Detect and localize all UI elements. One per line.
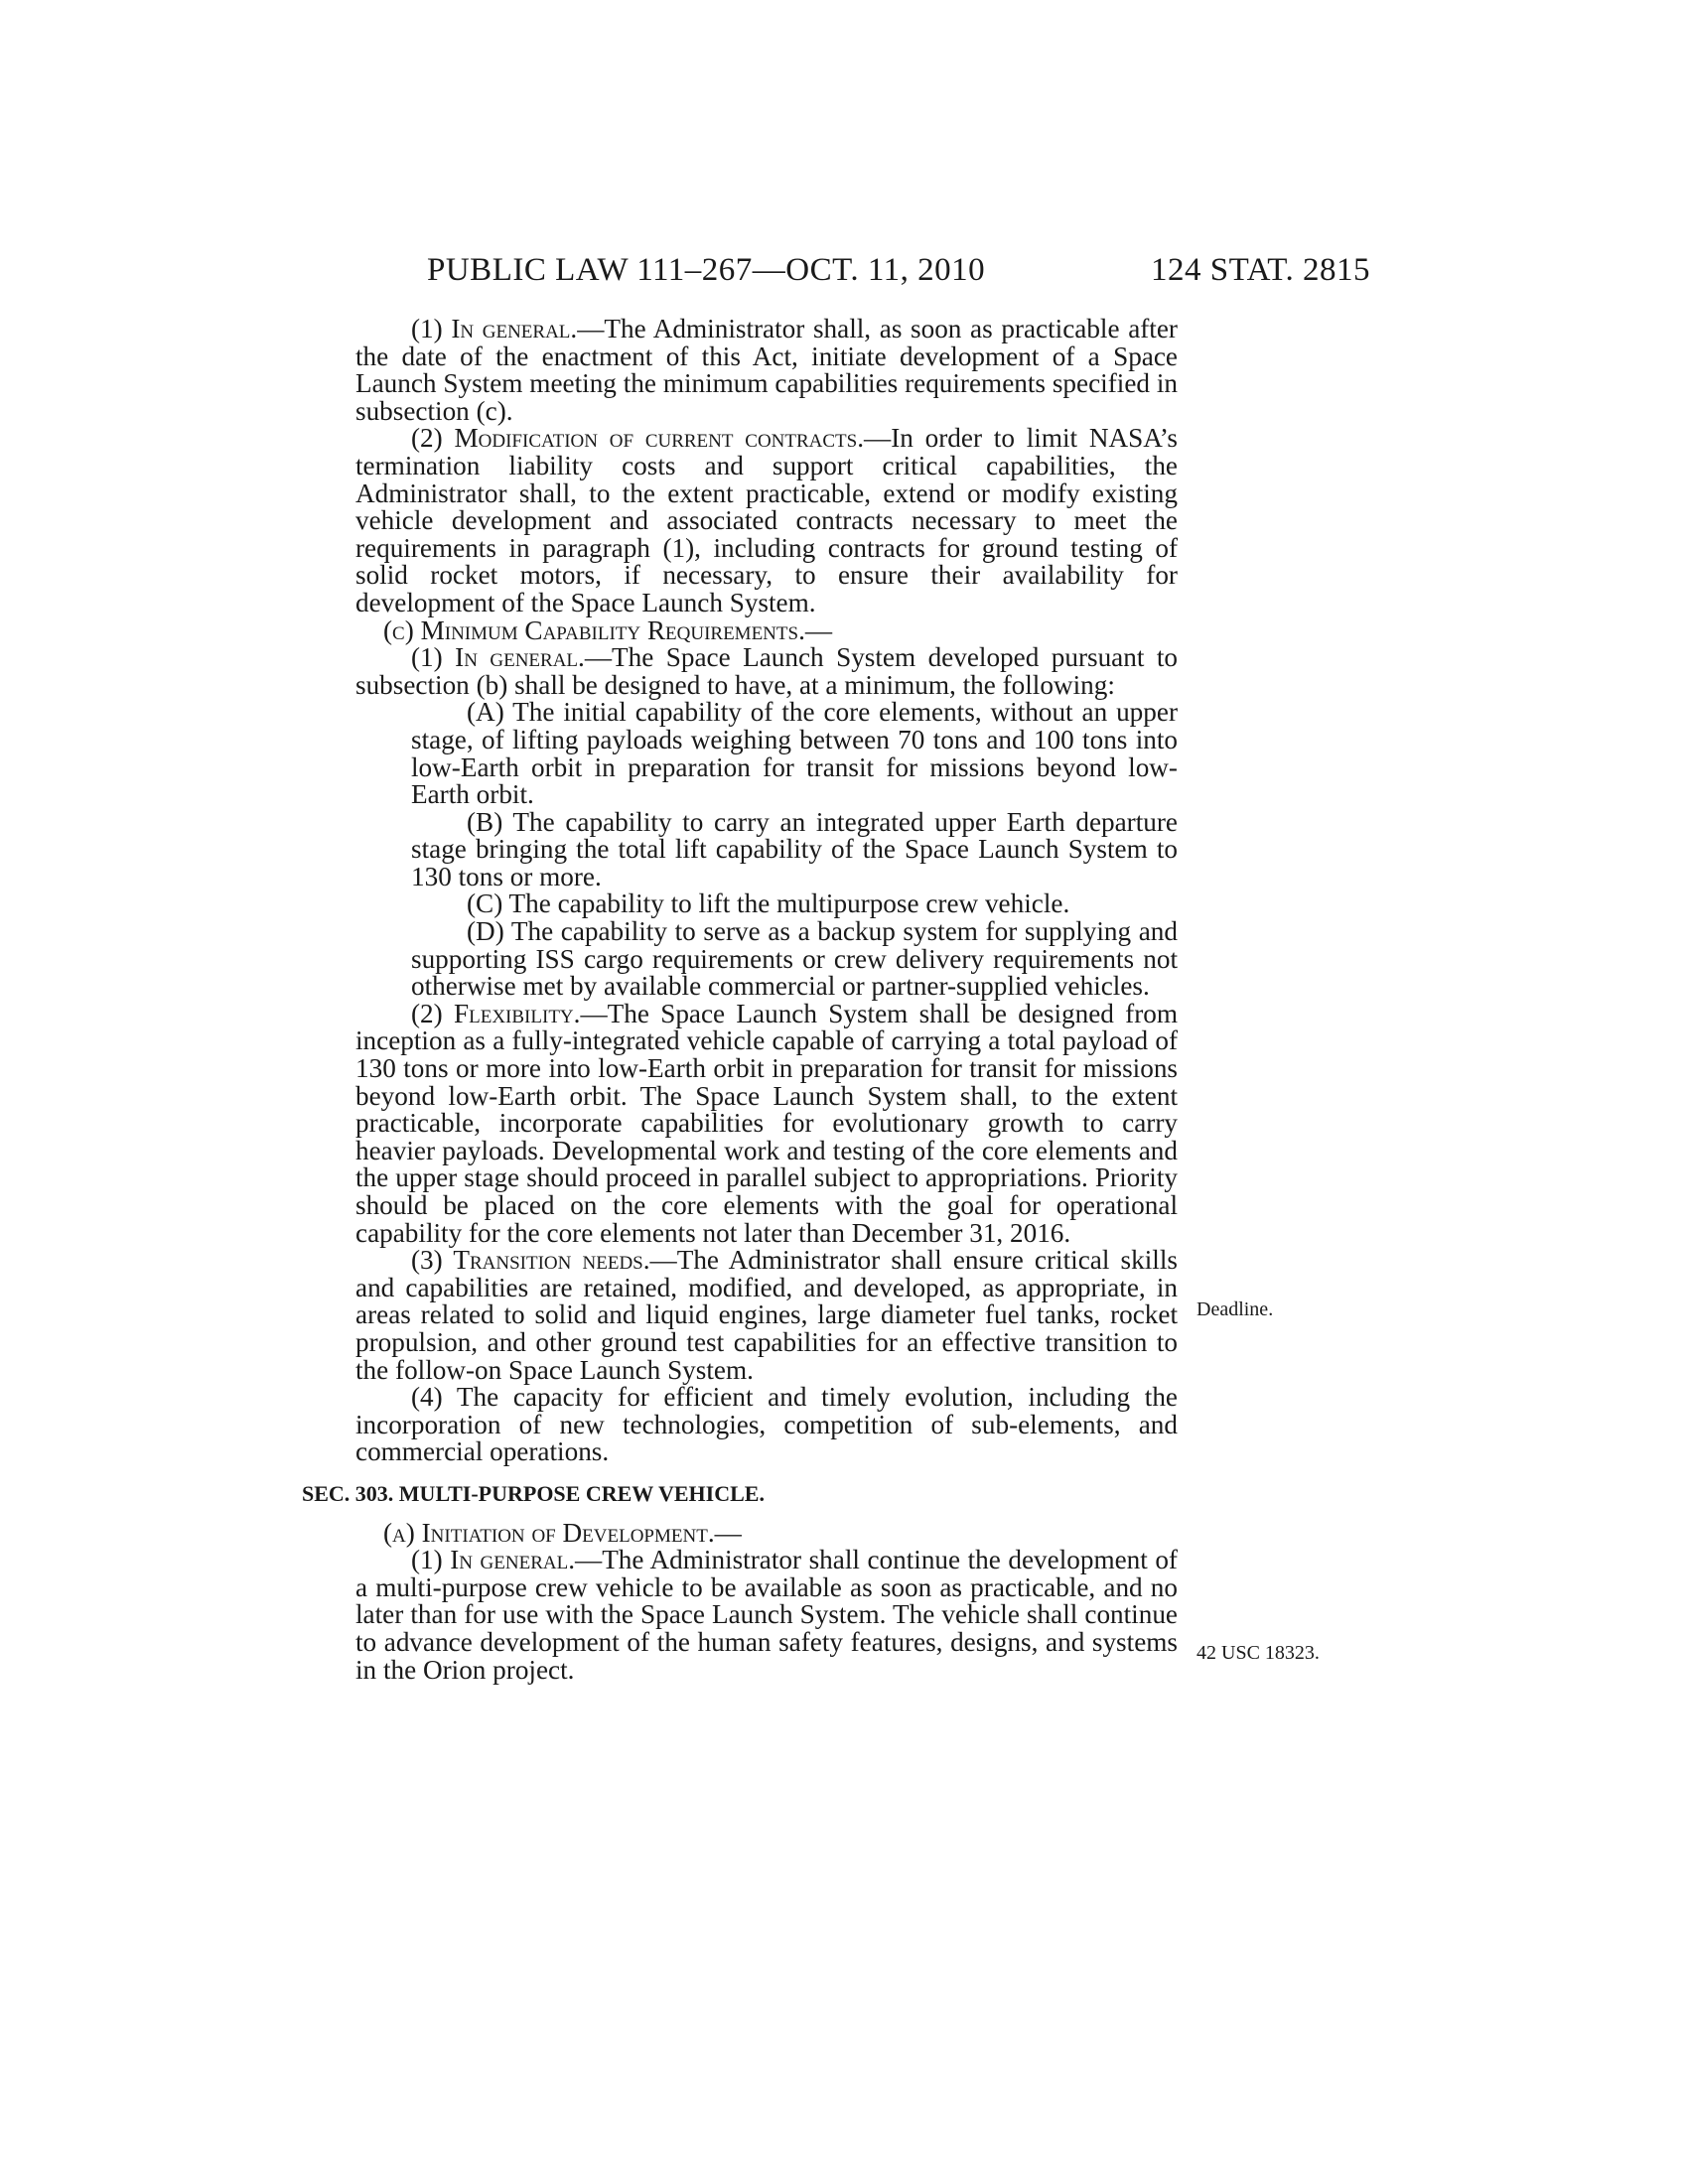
subsection-c-heading [355,614,1178,645]
subsection-a-heading [355,1517,1178,1548]
paragraph-a1 [355,1547,1178,1684]
paragraph-heading: (2) Flexibility. [411,998,581,1028]
subparagraph-c1-d: (D) The capability to serve as a backup system for supplying and supporting ISS cargo requirements or crew delivery requirements not otherwise met by available commercial or partner-supplied vehicles. [411,916,1178,1002]
paragraph-c3 [355,1247,1178,1384]
paragraph-c4: (4) The capacity for efficient and timely evolution, including the incorporation of new technologies, competition of sub-elements, and commercial operations. [355,1382,1178,1467]
subsection-heading: (c) Minimum Capability Requirements.— [383,614,833,645]
paragraph-text: —The Space Launch System developed pursuant to subsection (b) shall be designed to have, at a minimum, the following: [355,642,1178,700]
section-303-title: SEC. 303. MULTI-PURPOSE CREW VEHICLE. [302,1480,765,1506]
statute-page-number: 124 STAT. 2815 [1150,252,1370,288]
subparagraph-c1-c: (C) The capability to lift the multipurpose crew vehicle. [467,888,1070,919]
paragraph-heading: (3) Transition needs. [411,1245,650,1276]
margin-note-deadline: Deadline. [1196,1298,1274,1320]
paragraph-c1 [355,644,1178,699]
margin-note-usc: 42 USC 18323. [1196,1642,1320,1664]
paragraph-heading: (1) In general. [411,642,585,673]
public-law-citation: PUBLIC LAW 111–267—OCT. 11, 2010 [427,252,986,288]
subparagraph-c1-a: (A) The initial capability of the core elements, without an upper stage, of lifting payloads weighing between 70 tons and 100 tons into low-Earth orbit in preparation for transit for missions beyond low-Earth orbit. [411,697,1178,810]
paragraph-text: —The Administrator shall ensure critical skills and capabilities are retained, modified, and developed, as appropriate, in areas related to solid and liquid engines, large diameter fuel tanks, rocket propulsion, and other ground test capabilities for an effective transition to the follow-on Space Launch System. [355,1245,1178,1385]
paragraph-c2 [355,998,1179,1248]
paragraph-b2 [355,425,1178,616]
paragraph-text: —The Administrator shall continue the development of a multi-purpose crew vehicle to be available as soon as practicable, and no later than for use with the Space Launch System. The vehicle shall continue to advance development of the human safety features, designs, and systems in the Orion project. [355,1545,1178,1685]
paragraph-b1 [355,316,1178,425]
paragraph-heading: (1) In general. [411,314,578,343]
paragraph-heading: (1) In general. [411,1545,576,1575]
subparagraph-c1-b: (B) The capability to carry an integrated upper Earth departure stage bringing the total lift capability of the Space Launch System to 130 tons or more. [411,806,1178,891]
statute-body [302,314,1179,1685]
subsection-heading: (a) Initiation of Development.— [383,1517,742,1548]
paragraph-heading: (2) Modification of current contracts. [411,423,865,454]
paragraph-text: —The Space Launch System shall be designed from inception as a fully-integrated vehicle capable of carrying a total payload of 130 tons or more into low-Earth orbit in preparation for transit for missions beyond low-Earth orbit. The Space Launch System shall, to the extent practicable, incorporate capabilities for evolutionary growth to carry heavier payloads. Developmental work and testing of the core elements and the upper stage should proceed in parallel subject to appropriations. Priority should be placed on the core elements with the goal for operational capability for the core elements not later than December 31, 2016. [355,998,1179,1248]
paragraph-text: —In order to limit NASA’s termination liability costs and support critical capabilities, the Administrator shall, to the extent practicable, extend or modify existing vehicle development and associated contracts necessary to meet the requirements in paragraph (1), including contracts for ground testing of solid rocket motors, if necessary, to ensure their availability for development of the Space Launch System. [355,423,1178,617]
paragraph-text: —The Administrator shall, as soon as practicable after the date of the enactment of this Act, initiate development of a Space Launch System meeting the minimum capabilities requirements specified in subsection (c). [355,314,1178,426]
